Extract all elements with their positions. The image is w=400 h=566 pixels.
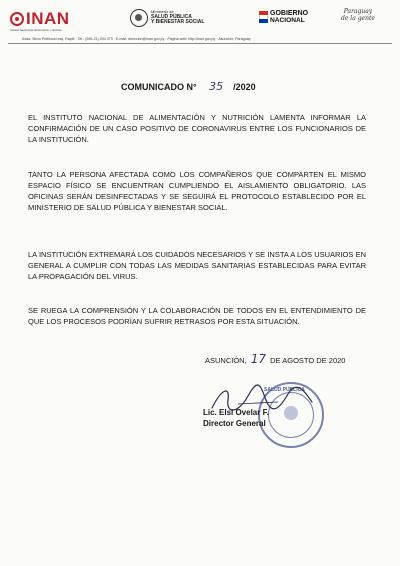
date-prefix: ASUNCIÓN, (205, 356, 247, 365)
handwritten-number: 35 (209, 80, 224, 93)
inan-logo-icon (10, 12, 24, 26)
paragraph: LA INSTITUCIÓN EXTREMARÁ LOS CUIDADOS NECESARIOS Y SE INSTA A LOS USUARIOS EN GENERAL A CUMPLIR CON TODAS LAS MEDIDAS SANITARIAS ESTABLECIDAS PARA EVITAR LA PROPAGACIÓN DEL VIRUS. (28, 250, 366, 281)
slogan (341, 9, 375, 22)
paragraph: TANTO LA PERSONA AFECTADA COMO LOS COMPAÑEROS QUE COMPARTEN EL MISMO ESPACIO FÍSICO SE ENCUENTRAN CUMPLIENDO EL AISLAMIENTO OBLIGATORIO. LAS OFICINAS SERÁN DESINFECTADAS Y SE SEGUIRÁ EL PROTOCOLO ESTABLECIDO POR EL MINISTERIO DE SALUD PÚBLICA Y BIENESTAR SOCIAL. (28, 170, 366, 212)
inan-logo-text: INAN (26, 9, 70, 28)
ministry-seal-icon (130, 9, 148, 27)
slogan-line-1: Paraguay (343, 8, 373, 15)
stamp-text: SALUD PÚBLICA (264, 387, 305, 393)
gob-line-2: NACIONAL (270, 17, 305, 24)
signatory-name: Lic. Elsi Ovelar F. (203, 408, 269, 417)
title-prefix: COMUNICADO N° (121, 82, 197, 92)
inan-logo (10, 8, 70, 30)
gobierno-nacional (270, 10, 308, 24)
contact-line: Avda. Silvio Pettirossi esq. Rapiti · Tel.: (595-21) 294 073 · E-mail: direccion@inan.gov.py · Página web: http://inan.gov.py · Asunción, Paraguay (22, 37, 251, 41)
letterhead (8, 6, 392, 32)
title-suffix: /2020 (233, 82, 256, 92)
date-suffix: DE AGOSTO DE 2020 (270, 356, 346, 365)
paragraph: SE RUEGA LA COMPRENSIÓN Y LA COLABORACIÓN DE TODOS EN EL ENTENDIMIENTO DE QUE LOS PROCESOS PODRÍAN SUFRIR RETRASOS POR ESTA SITUACIÓN. (28, 306, 366, 326)
gob-line-1: GOBIERNO (270, 10, 309, 17)
paraguay-flag-icon (259, 11, 268, 23)
ministry-line-3: Y BIENESTAR SOCIAL (151, 19, 205, 26)
handwritten-day: 17 (250, 352, 267, 366)
ministry-line-1: Ministerio de (151, 9, 174, 14)
inan-subtitle: Instituto Nacional de Alimentación y Nutrición (10, 29, 62, 32)
ministry-name (151, 9, 204, 26)
header-divider (8, 43, 392, 44)
date-line (205, 352, 345, 366)
document-title (121, 80, 256, 93)
slogan-line-2: de la gente (341, 14, 375, 22)
paragraph: EL INSTITUTO NACIONAL DE ALIMENTACIÓN Y NUTRICIÓN LAMENTA INFORMAR LA CONFIRMACIÓN DE UN CASO POSITIVO DE CORONAVIRUS ENTRE LOS FUNCIONARIOS DE LA INSTITUCIÓN. (28, 113, 366, 144)
ministry-line-2: SALUD PÚBLICA (151, 13, 192, 20)
signatory-role: Director General (203, 419, 266, 428)
